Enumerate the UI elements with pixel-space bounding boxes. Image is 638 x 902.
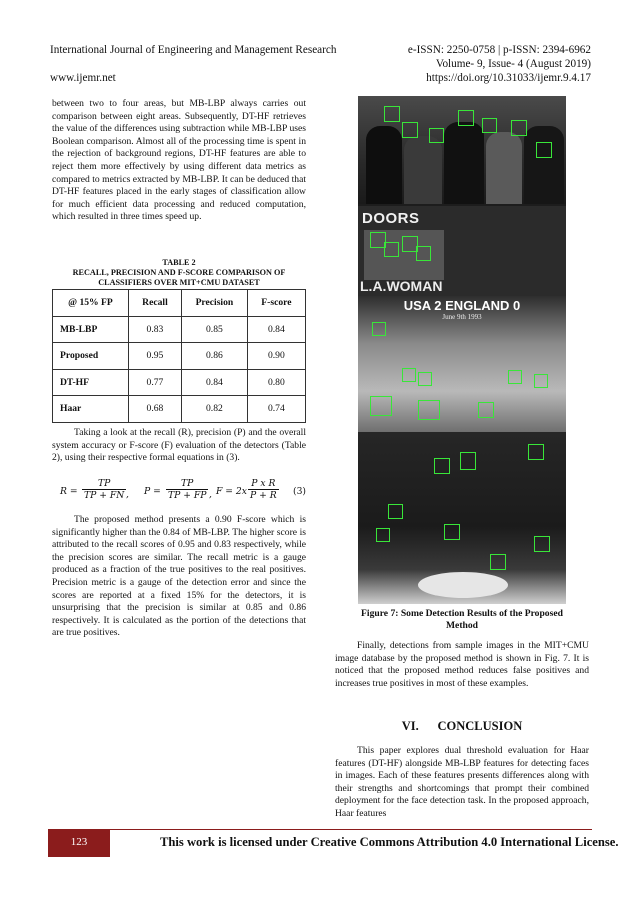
numerator: P x R <box>248 478 279 490</box>
face-detection-box <box>370 396 392 416</box>
figure-7-image <box>358 96 566 604</box>
volume-info: Volume- 9, Issue- 4 (August 2019) <box>435 58 591 70</box>
body-paragraph: Finally, detections from sample images in the MIT+CMU image database by the proposed method is shown in Fig. 7. It is noticed that the proposed method reduces false positives and increases true positives in most of these examples. <box>335 640 589 689</box>
face-detection-box <box>416 246 431 261</box>
body-paragraph: between two to four areas, but MB-LBP always carries out comparison between eight areas. Subsequently, DT-HF retrieves the value of the differences using subtraction while MB-LBP uses Boolean comparison. Almost all of the processing time is spent in the rejection of background regions, DT-HF features are able to reject them more effectively by using different data metrics as compared to metrics extracted by MB-LBP. It can be deduced that DT-HF features placed in the early stages of classification allow for much efficient data processing and reduced computation, which resulted in three times speed up. <box>52 98 306 223</box>
numerator: TP <box>82 478 126 490</box>
issn: e-ISSN: 2250-0758 | p-ISSN: 2394-6962 <box>407 44 591 56</box>
face-detection-box <box>460 452 476 470</box>
table-cell: Haar <box>53 396 129 423</box>
face-detection-box <box>444 524 460 540</box>
doi-link[interactable]: https://doi.org/10.31033/ijemr.9.4.17 <box>426 72 591 84</box>
results-table <box>52 289 306 423</box>
table-cell: MB-LBP <box>53 316 129 343</box>
face-detection-box <box>429 128 444 143</box>
face-detection-box <box>372 322 386 336</box>
figure-caption: Figure 7: Some Detection Results of the Proposed Method <box>361 608 563 631</box>
face-detection-box <box>458 110 474 126</box>
table-cell: 0.90 <box>247 343 305 370</box>
table-header: F-score <box>247 290 305 317</box>
photo-panel-album <box>358 206 566 296</box>
table-header: Recall <box>128 290 181 317</box>
section-heading: VI. CONCLUSION <box>401 719 523 733</box>
team-title-text: USA 2 ENGLAND 0 <box>403 298 521 313</box>
denominator: TP + FP <box>168 490 207 501</box>
table-title: RECALL, PRECISION AND F-SCORE COMPARISON OF CLASSIFIERS OVER MIT+CMU DATASET <box>72 268 286 287</box>
table-cell: 0.95 <box>128 343 181 370</box>
equation-number: (3) <box>292 486 306 497</box>
album-title-text: DOORS <box>362 210 420 227</box>
face-detection-box <box>511 120 527 136</box>
photo-panel-family <box>358 432 566 604</box>
equation-term: F = 2x <box>216 486 247 497</box>
body-paragraph: This paper explores dual threshold evaluation for Haar features (DT-HF) alongside MB-LBP features for detecting faces in images. Each of these features presents differences along with their strengths and shortcomings that prompt their combined deployment for the face detection task. In the proposed approach, Haar features <box>335 745 589 819</box>
journal-name: International Journal of Engineering and Management Research <box>50 44 337 56</box>
equation-term: P = <box>144 486 161 497</box>
face-detection-box <box>490 554 506 570</box>
equation-fraction <box>166 478 208 501</box>
table-cell: Proposed <box>53 343 129 370</box>
face-detection-box <box>508 370 522 384</box>
table-row <box>53 316 306 343</box>
album-subtitle-text: L.A.WOMAN <box>360 278 443 294</box>
footer-rule <box>110 829 592 830</box>
face-detection-box <box>384 106 400 122</box>
equation-term: R = <box>60 486 78 497</box>
page-number: 123 <box>70 836 88 848</box>
table-cell: 0.77 <box>128 369 181 396</box>
table-cell: 0.84 <box>247 316 305 343</box>
table-cell: 0.86 <box>182 343 248 370</box>
body-paragraph: The proposed method presents a 0.90 F-score which is significantly higher than the 0.84 of MB-LBP. The higher score is attributed to the recall scores of 0.95 and 0.83 respectively, while the precision scores are similar. The recall metric is a gauge produced as a fraction of the true positives to the real positives. Precision metric is a gauge of the detection error and since the scores are reported at a fixed 15% for the detectors, it is unsurprising that the precision is similar at 0.85 and 0.86 respectively. It is calculated as the portion of the detections that are true positives. <box>52 514 306 639</box>
equation-3 <box>60 478 306 508</box>
table-cell: 0.74 <box>247 396 305 423</box>
photo-panel-team <box>358 296 566 432</box>
face-detection-box <box>384 242 399 257</box>
face-detection-box <box>418 372 432 386</box>
body-paragraph: Taking a look at the recall (R), precision (P) and the overall system accuracy or F-score (F) evaluation of the detectors (Table 2), using their respective formal equations in (3). <box>52 427 306 464</box>
face-detection-box <box>418 400 440 420</box>
table-label: TABLE 2 <box>162 258 196 267</box>
table-row <box>53 343 306 370</box>
face-detection-box <box>402 122 418 138</box>
table-cell: 0.80 <box>247 369 305 396</box>
face-detection-box <box>482 118 497 133</box>
face-detection-box <box>534 374 548 388</box>
table-cell: 0.83 <box>128 316 181 343</box>
face-detection-box <box>534 536 550 552</box>
face-detection-box <box>434 458 450 474</box>
table-header: @ 15% FP <box>53 290 129 317</box>
table-cell: DT-HF <box>53 369 129 396</box>
license-text: This work is licensed under Creative Commons Attribution 4.0 International License. <box>160 835 619 849</box>
face-detection-box <box>528 444 544 460</box>
table-cell: 0.82 <box>182 396 248 423</box>
face-detection-box <box>478 402 494 418</box>
table-row <box>53 369 306 396</box>
denominator: TP + FN <box>84 490 125 501</box>
table-cell: 0.85 <box>182 316 248 343</box>
numerator: TP <box>166 478 208 490</box>
equation-fraction <box>248 478 279 501</box>
table-header-row <box>53 290 306 317</box>
table-cell: 0.84 <box>182 369 248 396</box>
equation-fraction <box>82 478 126 501</box>
equation-separator: , <box>126 489 129 500</box>
team-date-text: June 9th 1993 <box>442 313 482 321</box>
equation-separator: , <box>209 489 212 500</box>
table-header: Precision <box>182 290 248 317</box>
journal-website[interactable]: www.ijemr.net <box>50 72 116 84</box>
denominator: P + R <box>250 490 277 501</box>
face-detection-box <box>388 504 403 519</box>
face-detection-box <box>402 368 416 382</box>
table-cell: 0.68 <box>128 396 181 423</box>
face-detection-box <box>376 528 390 542</box>
face-detection-box <box>536 142 552 158</box>
photo-panel-group <box>358 96 566 204</box>
table-row <box>53 396 306 423</box>
